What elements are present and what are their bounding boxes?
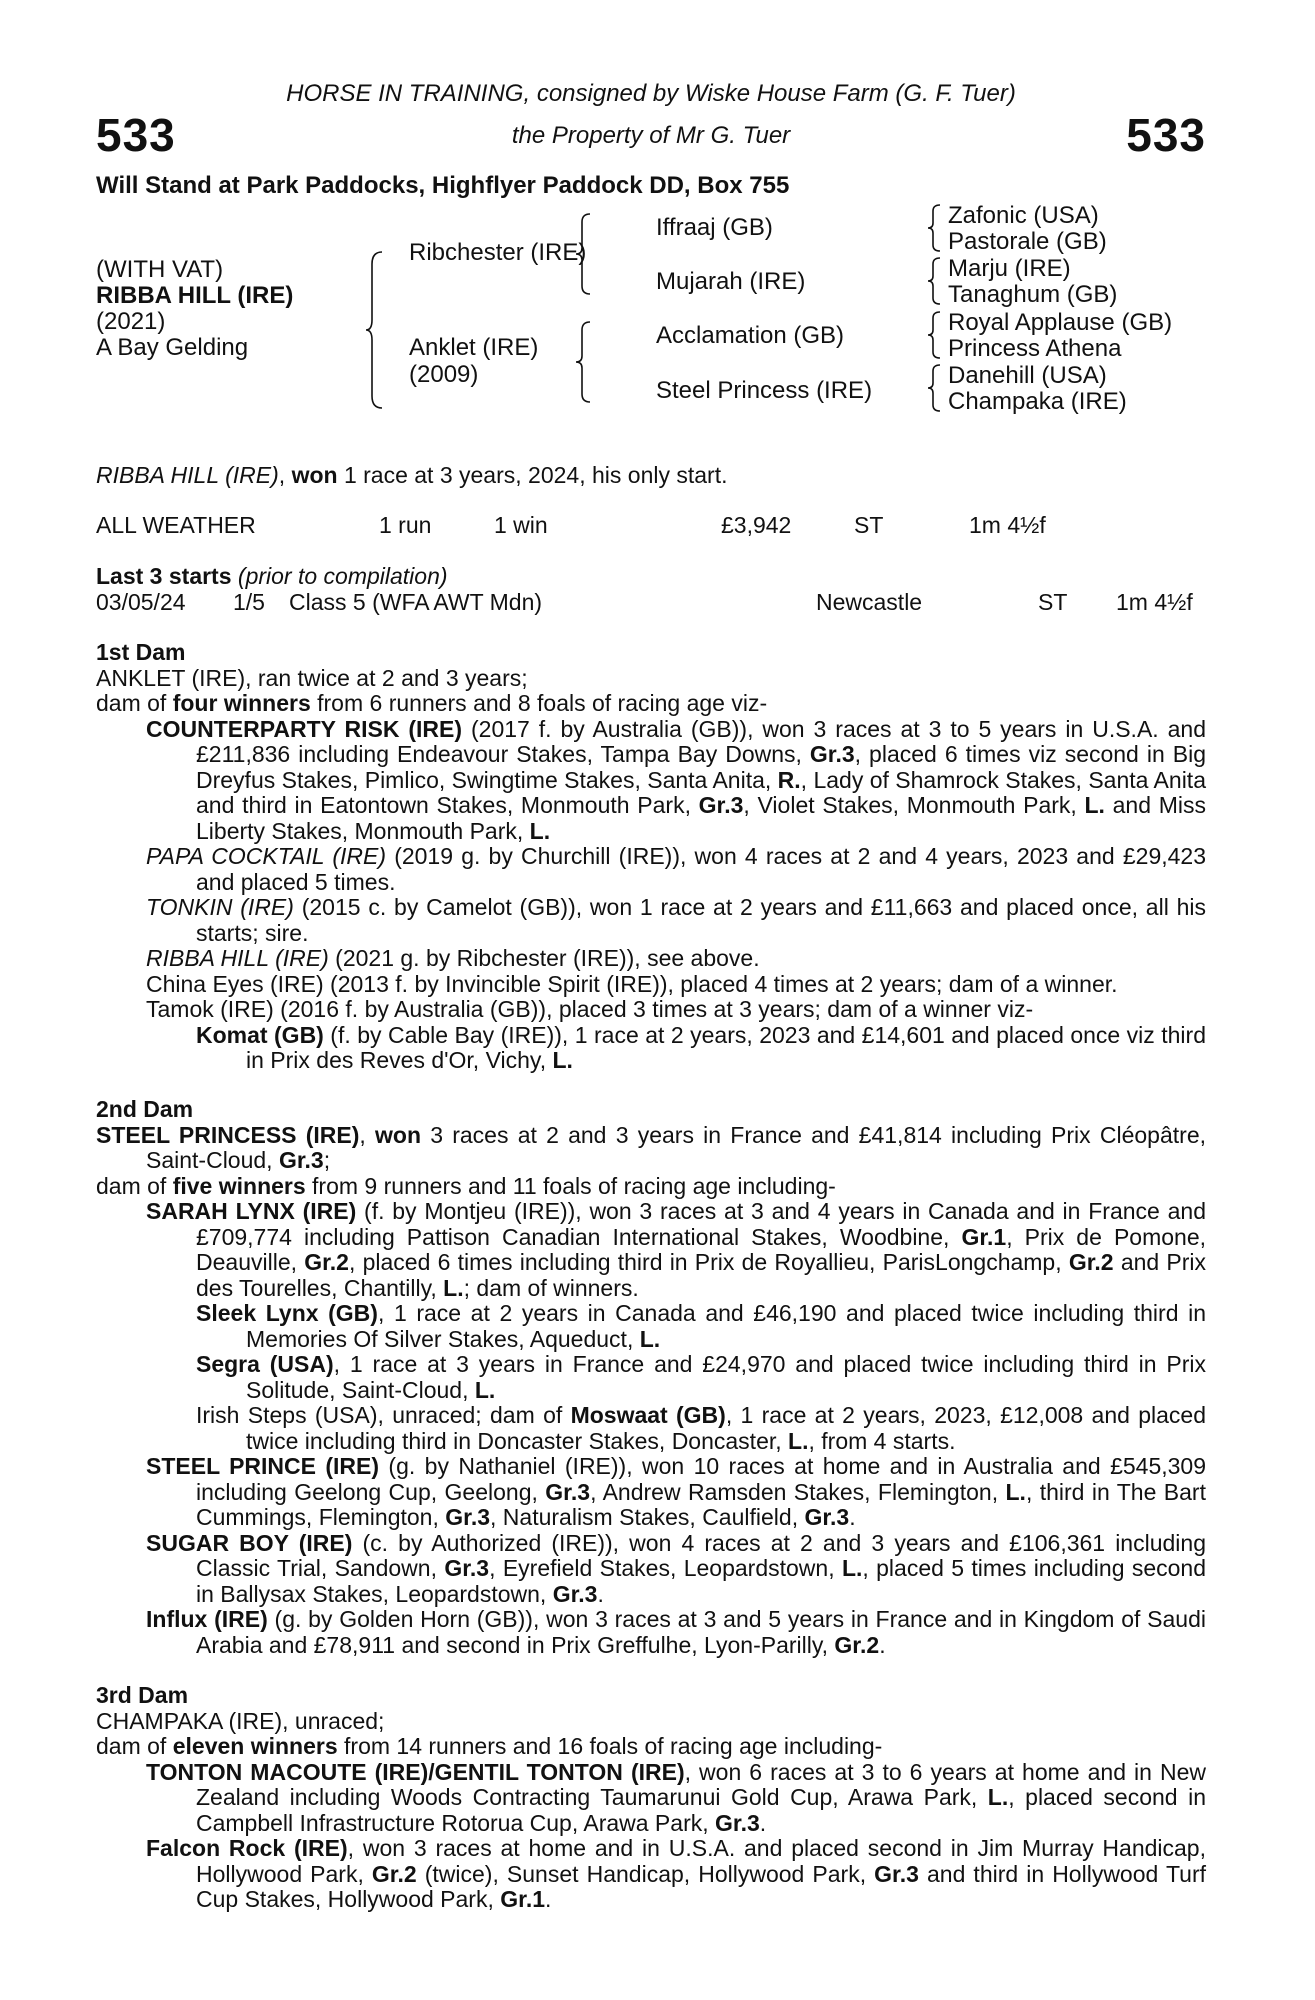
lot-number-left: 533 xyxy=(96,109,176,161)
first-dam-produce-line: dam of four winners from 6 runners and 8 foals of racing age viz- xyxy=(96,690,768,716)
progeny-sarah-lynx: SARAH LYNX (IRE) (f. by Montjeu (IRE)), won 3 races at 3 and 4 years in Canada and in France and £709,774 including Pattison Canadian International Stakes, Woodbine, Gr.1, Prix de Pomone, Deauville, Gr.2, placed 6 times including third in Prix de Royallieu, ParisLongchamp, Gr.2 and Prix des Tourelles, Chantilly, L.; dam of winners. xyxy=(146,1198,1207,1301)
pedigree-brace-g2 xyxy=(926,256,942,306)
grandsire-3: Royal Applause (GB) xyxy=(948,309,1173,336)
start-date: 03/05/24 xyxy=(96,589,186,615)
granddam-3: Princess Athena xyxy=(948,335,1122,362)
stand-location: Will Stand at Park Paddocks, Highflyer Paddock DD, Box 755 xyxy=(96,172,790,199)
start-going: ST xyxy=(1038,589,1068,615)
progeny-steel-prince: STEEL PRINCE (IRE) (g. by Nathaniel (IRE)), won 10 races at home and in Australia and £545,309 including Geelong Cup, Geelong, Gr.3, Andrew Ramsden Stakes, Flemington, L., third in The Bart Cummings, Flemington, Gr.3, Naturalism Stakes, Caulfield, Gr.3. xyxy=(146,1453,1207,1530)
grandsire-1: Zafonic (USA) xyxy=(948,202,1099,229)
pedigree-brace-sire xyxy=(574,212,592,296)
second-dam-heading: 2nd Dam xyxy=(96,1096,194,1122)
progeny-china-eyes: China Eyes (IRE) (2013 f. by Invincible Spirit (IRE)), placed 4 times at 2 years; dam of a winner. xyxy=(146,970,1118,997)
pedigree-brace-main xyxy=(364,250,384,410)
pedigree-brace-g4 xyxy=(926,363,942,413)
pedigree-brace-dam xyxy=(574,320,592,404)
granddam-1: Pastorale (GB) xyxy=(948,228,1107,255)
progeny-papa-cocktail: PAPA COCKTAIL (IRE) (2019 g. by Churchill (IRE)), won 4 races at 2 and 4 years, 2023 and £29,423 and placed 5 times. xyxy=(146,843,1206,895)
grandsire-4: Danehill (USA) xyxy=(948,362,1107,389)
progeny-ribba-hill: RIBBA HILL (IRE) (2021 g. by Ribchester (IRE)), see above. xyxy=(146,945,760,971)
start-position: 1/5 xyxy=(233,589,265,615)
catalogue-page xyxy=(96,0,1206,2000)
first-dam-line: ANKLET (IRE), ran twice at 2 and 3 years; xyxy=(96,664,528,691)
last-starts-heading xyxy=(96,563,448,590)
summary-won: won xyxy=(291,462,338,488)
record-wins: 1 win xyxy=(494,512,548,538)
first-dam-section xyxy=(96,640,1206,1074)
granddam-2: Tanaghum (GB) xyxy=(948,281,1118,308)
third-dam-line: CHAMPAKA (IRE), unraced; xyxy=(96,1707,385,1734)
dam-sire: Acclamation (GB) xyxy=(656,322,845,349)
lot-number-right: 533 xyxy=(1126,109,1206,161)
start-distance: 1m 4½f xyxy=(1116,589,1193,615)
consignor-line: HORSE IN TRAINING, consigned by Wiske House Farm (G. F. Tuer) xyxy=(286,80,1016,107)
pedigree-brace-g1 xyxy=(926,203,942,253)
progeny-tamok: Tamok (IRE) (2016 f. by Australia (GB)), placed 3 times at 3 years; dam of a winner viz- xyxy=(146,996,1034,1022)
start-class: Class 5 (WFA AWT Mdn) xyxy=(289,589,543,615)
progeny-irish-steps: Irish Steps (USA), unraced; dam of Moswaat (GB), 1 race at 2 years, 2023, £12,008 and placed twice including third in Doncaster Stakes, Doncaster, L., from 4 starts. xyxy=(196,1402,1206,1454)
last-starts-title: Last 3 starts xyxy=(96,563,232,589)
third-dam-heading: 3rd Dam xyxy=(96,1682,189,1708)
progeny-sleek-lynx: Sleek Lynx (GB), 1 race at 2 years in Canada and £46,190 and placed twice including third in Memories Of Silver Stakes, Aqueduct, L. xyxy=(196,1300,1206,1352)
progeny-tonkin: TONKIN (IRE) (2015 c. by Camelot (GB)), won 1 race at 2 years and £11,663 and placed once, all his starts; sire. xyxy=(146,894,1206,946)
second-dam-line: STEEL PRINCESS (IRE), won 3 races at 2 and 3 years in France and £41,814 including Prix Cléopâtre, Saint-Cloud, Gr.3; xyxy=(96,1121,1206,1173)
second-dam-produce-line: dam of five winners from 9 runners and 11 foals of racing age including- xyxy=(96,1172,836,1199)
third-dam-section xyxy=(96,1683,1206,1913)
summary-horse-name: RIBBA HILL (IRE) xyxy=(96,462,279,488)
property-line: the Property of Mr G. Tuer xyxy=(511,122,791,149)
progeny-segra: Segra (USA), 1 race at 3 years in France and £24,970 and placed twice including third in Prix Solitude, Saint-Cloud, L. xyxy=(196,1351,1206,1403)
record-going: ST xyxy=(854,512,884,538)
sire-sire: Iffraaj (GB) xyxy=(656,214,773,241)
record-runs: 1 run xyxy=(379,512,432,538)
pedigree-brace-g3 xyxy=(926,310,942,360)
dam-dam: Steel Princess (IRE) xyxy=(656,377,873,404)
grandsire-2: Marju (IRE) xyxy=(948,255,1071,282)
dam-year: (2009) xyxy=(409,361,479,388)
record-surface: ALL WEATHER xyxy=(96,512,256,538)
progeny-tonton-macoute: TONTON MACOUTE (IRE)/GENTIL TONTON (IRE), won 6 races at 3 to 6 years at home and in New Zealand including Woods Contracting Taumarunui Gold Cup, Arawa Park, L., placed second in Campbell Infrastructure Rotorua Cup, Arawa Park, Gr.3. xyxy=(146,1758,1207,1836)
horse-name: RIBBA HILL (IRE) xyxy=(96,282,294,309)
progeny-counterparty-risk: COUNTERPARTY RISK (IRE) (2017 f. by Australia (GB)), won 3 races at 3 to 5 years in U.S.A. and £211,836 including Endeavour Stakes, Tampa Bay Downs, Gr.3, placed 6 times viz second in Big Dreyfus Stakes, Pimlico, Swingtime Stakes, Santa Anita, R., Lady of Shamrock Stakes, Santa Anita and third in Eatontown Stakes, Monmouth Park, Gr.3, Violet Stakes, Monmouth Park, L. and Miss Liberty Stakes, Monmouth Park, L. xyxy=(146,715,1206,844)
third-dam-produce-line: dam of eleven winners from 14 runners and 16 foals of racing age including- xyxy=(96,1733,883,1759)
record-prize: £3,942 xyxy=(721,512,792,538)
first-dam-heading: 1st Dam xyxy=(96,639,186,665)
progeny-komat: Komat (GB) (f. by Cable Bay (IRE)), 1 race at 2 years, 2023 and £14,601 and placed once viz third in Prix des Reves d'Or, Vichy, L. xyxy=(196,1021,1206,1073)
dam-name: Anklet (IRE) xyxy=(409,334,539,361)
horse-year: (2021) xyxy=(96,308,166,335)
sire-dam: Mujarah (IRE) xyxy=(656,268,806,295)
progeny-falcon-rock: Falcon Rock (IRE), won 3 races at home and in U.S.A. and placed second in Jim Murray Handicap, Hollywood Park, Gr.2 (twice), Sunset Handicap, Hollywood Park, Gr.3 and third in Hollywood Turf Cup Stakes, Hollywood Park, Gr.1. xyxy=(146,1835,1206,1912)
last-starts-note: (prior to compilation) xyxy=(231,563,448,589)
progeny-influx: Influx (IRE) (g. by Golden Horn (GB)), won 3 races at 3 and 5 years in France and in Kingdom of Saudi Arabia and £78,911 and second in Prix Greffulhe, Lyon-Parilly, Gr.2. xyxy=(146,1606,1206,1658)
horse-description: A Bay Gelding xyxy=(96,334,249,361)
record-distance: 1m 4½f xyxy=(969,512,1046,538)
progeny-sugar-boy: SUGAR BOY (IRE) (c. by Authorized (IRE)), won 4 races at 2 and 3 years and £106,361 including Classic Trial, Sandown, Gr.3, Eyrefield Stakes, Leopardstown, L., placed 5 times including second in Ballysax Stakes, Leopardstown, Gr.3. xyxy=(146,1529,1206,1607)
summary-rest: 1 race at 3 years, 2024, his only start. xyxy=(337,462,728,488)
start-course: Newcastle xyxy=(816,589,923,615)
sire-name: Ribchester (IRE) xyxy=(409,239,587,266)
granddam-4: Champaka (IRE) xyxy=(948,388,1127,415)
vat-status: (WITH VAT) xyxy=(96,256,224,283)
race-summary: RIBBA HILL (IRE), won 1 race at 3 years, 2024, his only start. xyxy=(96,462,728,488)
second-dam-section xyxy=(96,1097,1206,1658)
